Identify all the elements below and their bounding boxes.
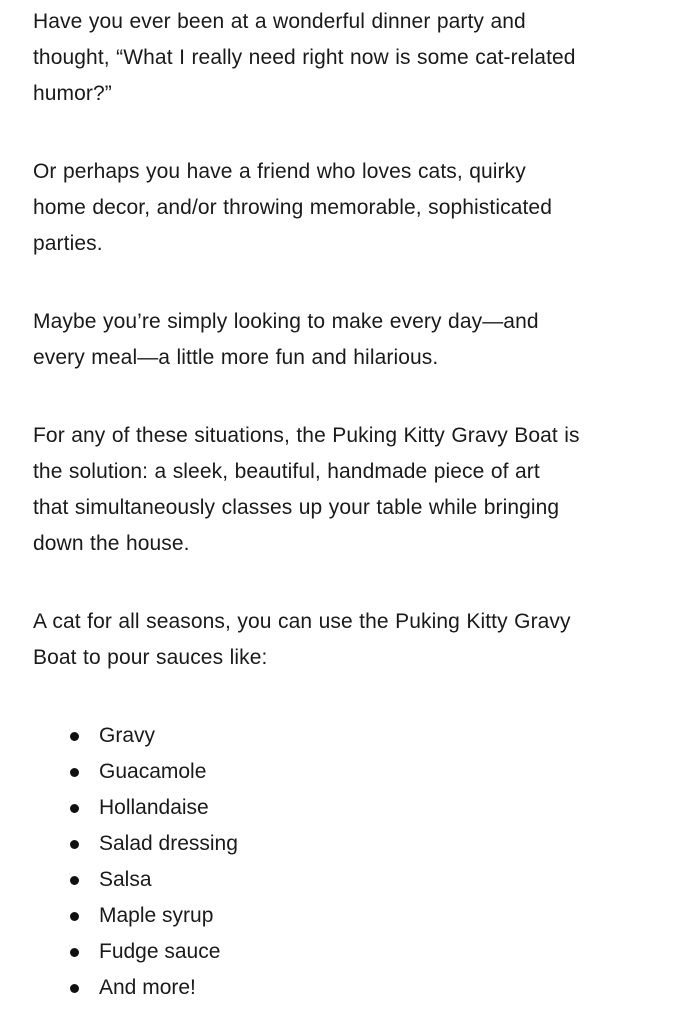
text-line: that simultaneously classes up your table while bringing bbox=[33, 496, 560, 519]
text-line: parties. bbox=[33, 232, 103, 255]
list-item-label: Guacamole bbox=[99, 760, 207, 783]
list-item-label: Hollandaise bbox=[99, 796, 209, 819]
bullet-icon bbox=[70, 804, 79, 813]
text-line: down the house. bbox=[33, 532, 190, 555]
bullet-icon bbox=[70, 768, 79, 777]
list-item bbox=[33, 826, 238, 862]
paragraph-seasons bbox=[33, 604, 571, 676]
bullet-icon bbox=[70, 912, 79, 921]
text-line: For any of these situations, the Puking Kitty Gravy Boat is bbox=[33, 424, 580, 447]
paragraph-friend bbox=[33, 154, 552, 262]
list-item bbox=[33, 718, 238, 754]
bullet-icon bbox=[70, 984, 79, 993]
text-line: Or perhaps you have a friend who loves cats, quirky bbox=[33, 160, 526, 183]
list-item bbox=[33, 970, 238, 1006]
list-item-label: Fudge sauce bbox=[99, 940, 221, 963]
list-item-label: Maple syrup bbox=[99, 904, 214, 927]
bullet-icon bbox=[70, 876, 79, 885]
text-line: humor?” bbox=[33, 82, 112, 105]
list-item bbox=[33, 862, 238, 898]
list-item bbox=[33, 754, 238, 790]
text-line: home decor, and/or throwing memorable, sophisticated bbox=[33, 196, 552, 219]
list-item-label: Salsa bbox=[99, 868, 152, 891]
bullet-icon bbox=[70, 948, 79, 957]
list-item bbox=[33, 898, 238, 934]
text-line: Boat to pour sauces like: bbox=[33, 646, 268, 669]
text-line: Maybe you’re simply looking to make every day—and bbox=[33, 310, 539, 333]
bullet-icon bbox=[70, 840, 79, 849]
text-line: thought, “What I really need right now is some cat-related bbox=[33, 46, 576, 69]
list-item bbox=[33, 790, 238, 826]
text-line: A cat for all seasons, you can use the Puking Kitty Gravy bbox=[33, 610, 571, 633]
sauce-list bbox=[33, 718, 238, 1006]
list-item-label: Gravy bbox=[99, 724, 156, 747]
list-item bbox=[33, 934, 238, 970]
paragraph-every-day bbox=[33, 304, 539, 376]
list-item-label: Salad dressing bbox=[99, 832, 238, 855]
paragraph-dinner-party bbox=[33, 4, 576, 112]
list-item-label: And more! bbox=[99, 976, 196, 999]
paragraph-solution bbox=[33, 418, 580, 562]
text-line: every meal—a little more fun and hilarious. bbox=[33, 346, 439, 369]
bullet-icon bbox=[70, 732, 79, 741]
text-line: the solution: a sleek, beautiful, handmade piece of art bbox=[33, 460, 540, 483]
text-line: Have you ever been at a wonderful dinner party and bbox=[33, 10, 526, 33]
